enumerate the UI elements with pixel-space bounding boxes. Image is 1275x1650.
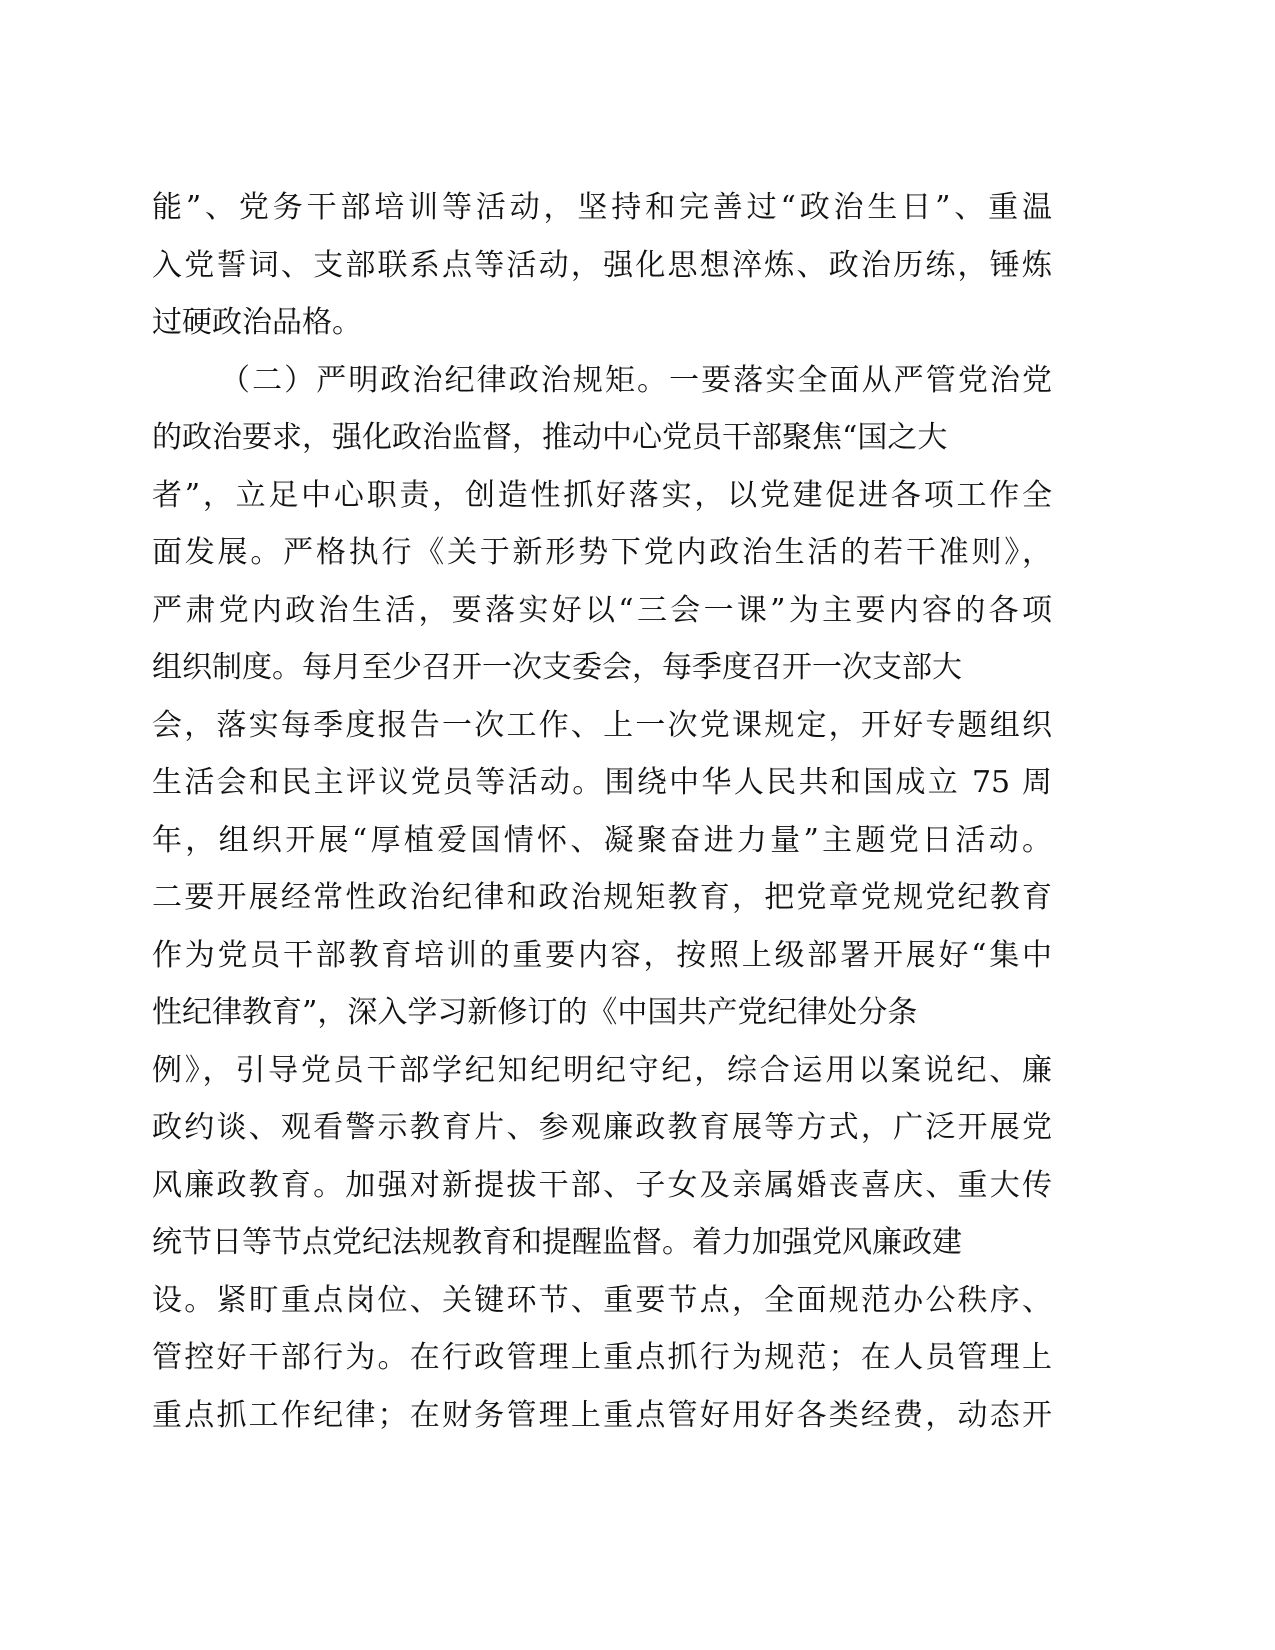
text-line: 的政治要求，强化政治监督，推动中心党员干部聚焦“国之大 — [152, 420, 948, 455]
text-line: 过硬政治品格。 — [152, 305, 362, 340]
text-line: 能”、党务干部培训等活动，坚持和完善过“政治生日”、重温 — [152, 190, 1052, 225]
text-line: 二要开展经常性政治纪律和政治规矩教育，把党章党规党纪教育 — [152, 880, 1052, 915]
text-line: 会，落实每季度报告一次工作、上一次党课规定，开好专题组织 — [152, 707, 1052, 743]
text-line: 重点抓工作纪律；在财务管理上重点管好用好各类经费，动态开 — [152, 1397, 1052, 1433]
section-heading-line: （二）严明政治纪律政治规矩。一要落实全面从严管党治党 — [220, 362, 1052, 398]
text-line: 设。紧盯重点岗位、关键环节、重要节点，全面规范办公秩序、 — [152, 1282, 1052, 1318]
text-line: 例》，引导党员干部学纪知纪明纪守纪，综合运用以案说纪、廉 — [152, 1052, 1052, 1088]
text-line: 作为党员干部教育培训的重要内容，按照上级部署开展好“集中 — [152, 937, 1052, 973]
text-line: 管控好干部行为。在行政管理上重点抓行为规范；在人员管理上 — [152, 1340, 1052, 1375]
text-line: 严肃党内政治生活，要落实好以“三会一课”为主要内容的各项 — [152, 592, 1052, 628]
text-line: 面发展。严格执行《关于新形势下党内政治生活的若干准则》， — [152, 535, 1052, 570]
text-line: 生活会和民主评议党员等活动。围绕中华人民共和国成立 75 周 — [152, 765, 1052, 800]
text-line: 性纪律教育”，深入学习新修订的《中国共产党纪律处分条 — [152, 995, 918, 1030]
text-line: 组织制度。每月至少召开一次支委会，每季度召开一次支部大 — [152, 650, 962, 685]
text-line: 政约谈、观看警示教育片、参观廉政教育展等方式，广泛开展党 — [152, 1110, 1052, 1145]
text-line: 年，组织开展“厚植爱国情怀、凝聚奋进力量”主题党日活动。 — [152, 822, 1052, 858]
body-text — [152, 179, 1052, 1444]
text-line: 风廉政教育。加强对新提拔干部、子女及亲属婚丧喜庆、重大传 — [152, 1167, 1052, 1203]
text-line: 入党誓词、支部联系点等活动，强化思想淬炼、政治历练，锤炼 — [152, 247, 1052, 283]
text-line: 者”，立足中心职责，创造性抓好落实，以党建促进各项工作全 — [152, 477, 1052, 513]
text-line: 统节日等节点党纪法规教育和提醒监督。着力加强党风廉政建 — [152, 1225, 962, 1260]
